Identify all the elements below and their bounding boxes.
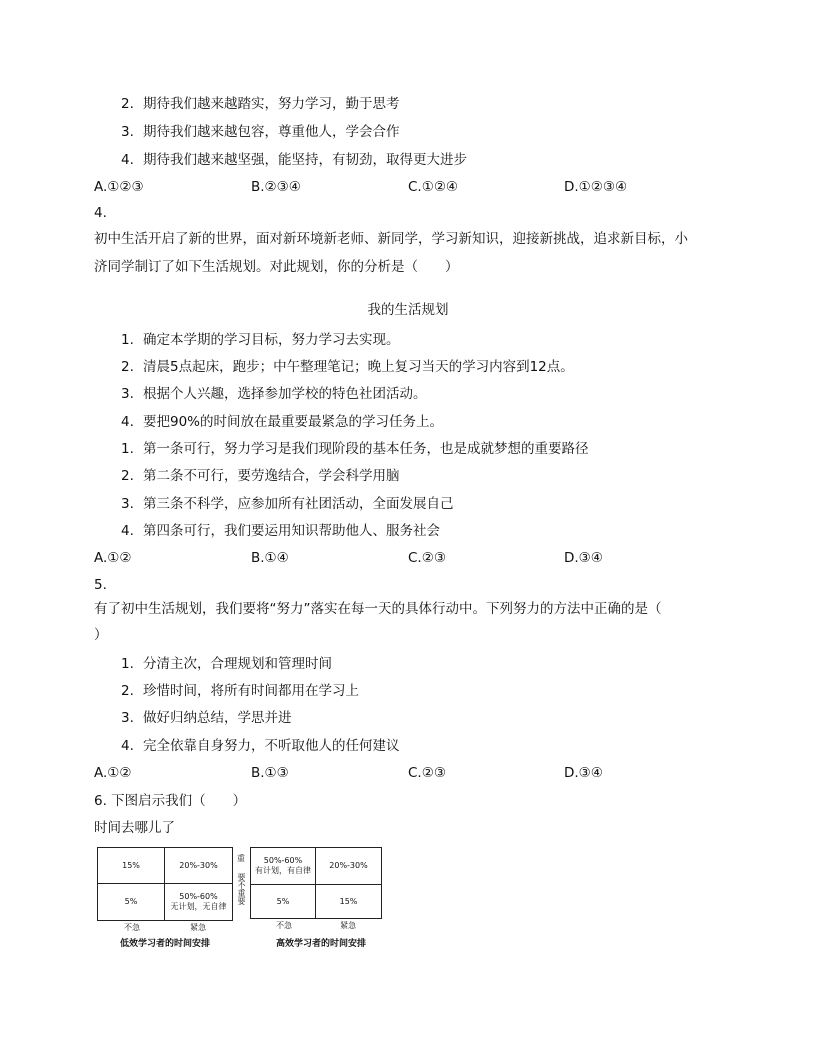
- right-caption: 高效学习者的时间安排: [276, 939, 367, 949]
- q5-item-4: 4. 完全依靠自身努力，不听取他人的任何建议: [121, 738, 400, 754]
- cell-top-right: 20%-30%: [179, 860, 218, 870]
- option-c[interactable]: C.②③: [408, 765, 446, 781]
- prev-item-2: 2. 期待我们越来越踏实，努力学习，勤于思考: [121, 96, 400, 112]
- plan-title: 我的生活规划: [367, 302, 449, 318]
- option-d[interactable]: D.③④: [564, 550, 603, 566]
- q6-subtitle: 时间去哪儿了: [94, 820, 175, 836]
- q5-item-1: 1. 分清主次，合理规划和管理时间: [121, 656, 332, 672]
- q4-number: 4.: [94, 205, 107, 221]
- cell-top-left: 15%: [122, 860, 140, 870]
- cell-top-right: 20%-30%: [329, 861, 368, 870]
- option-a[interactable]: A.①②③: [94, 179, 144, 195]
- right-x-label-urgent: 紧急: [340, 921, 356, 930]
- prev-item-4: 4. 期待我们越来越坚强，能坚持，有韧劲，取得更大进步: [121, 152, 467, 168]
- cell-top-left: 50%-60% 有计划，有自律: [255, 856, 311, 875]
- option-d[interactable]: D.①②③④: [564, 179, 628, 195]
- cell-bottom-right: 50%-60% 无计划，无自律: [170, 892, 227, 911]
- option-b[interactable]: B.①③: [251, 765, 289, 781]
- q6-stem: 6. 下图启示我们（ ）: [94, 793, 247, 809]
- option-c[interactable]: C.①②④: [408, 179, 459, 195]
- option-b[interactable]: B.①④: [251, 550, 289, 566]
- option-b[interactable]: B.②③④: [251, 179, 301, 195]
- q5-stem-line2: ）: [94, 627, 108, 643]
- cell-bottom-left: 5%: [124, 897, 138, 906]
- low-efficiency-grid: [97, 847, 233, 921]
- q4-stem-line1: 初中生活开启了新的世界，面对新环境新老师、新同学，学习新知识，迎接新挑战，追求新目标，小: [94, 231, 688, 247]
- analysis-item-1: 1. 第一条可行，努力学习是我们现阶段的基本任务，也是成就梦想的重要路径: [121, 441, 589, 457]
- analysis-item-2: 2. 第二条不可行，要劳逸结合，学会科学用脑: [121, 468, 400, 484]
- plan-item-2: 2. 清晨5点起床，跑步；中午整理笔记；晚上复习当天的学习内容到12点。: [121, 359, 574, 375]
- prev-item-3: 3. 期待我们越来越包容，尊重他人，学会合作: [121, 124, 400, 140]
- option-d[interactable]: D.③④: [564, 765, 603, 781]
- axis-vertical-label: 要不重要: [237, 873, 246, 905]
- plan-item-3: 3. 根据个人兴趣，选择参加学校的特色社团活动。: [121, 386, 427, 402]
- option-a[interactable]: A.①②: [94, 550, 132, 566]
- q5-options: [94, 764, 654, 782]
- axis-important: 重: [237, 854, 245, 863]
- left-x-label-urgent: 紧急: [190, 923, 206, 932]
- cell-bottom-left: 5%: [276, 896, 290, 906]
- q5-number: 5.: [94, 577, 107, 593]
- plan-item-1: 1. 确定本学期的学习目标，努力学习去实现。: [121, 332, 400, 348]
- prev-options: [94, 178, 654, 196]
- q4-stem-line2: 济同学制订了如下生活规划。对此规划，你的分析是（ ）: [94, 259, 459, 275]
- q4-options: [94, 549, 654, 567]
- right-x-label-not-urgent: 不急: [276, 921, 292, 930]
- left-x-label-not-urgent: 不急: [124, 923, 140, 932]
- q5-item-3: 3. 做好归纳总结，学思并进: [121, 710, 292, 726]
- analysis-item-4: 4. 第四条可行，我们要运用知识帮助他人、服务社会: [121, 523, 440, 539]
- option-c[interactable]: C.②③: [408, 550, 446, 566]
- left-caption: 低效学习者的时间安排: [120, 939, 211, 949]
- analysis-item-3: 3. 第三条不科学，应参加所有社团活动，全面发展自己: [121, 496, 454, 512]
- option-a[interactable]: A.①②: [94, 765, 132, 781]
- cell-bottom-right: 15%: [339, 896, 358, 906]
- q5-stem-line1: 有了初中生活规划，我们要将“努力”落实在每一天的具体行动中。下列努力的方法中正确的是（: [94, 601, 662, 617]
- q5-item-2: 2. 珍惜时间，将所有时间都用在学习上: [121, 683, 359, 699]
- high-efficiency-grid: [250, 847, 382, 919]
- plan-item-4: 4. 要把90%的时间放在最重要最紧急的学习任务上。: [121, 414, 444, 430]
